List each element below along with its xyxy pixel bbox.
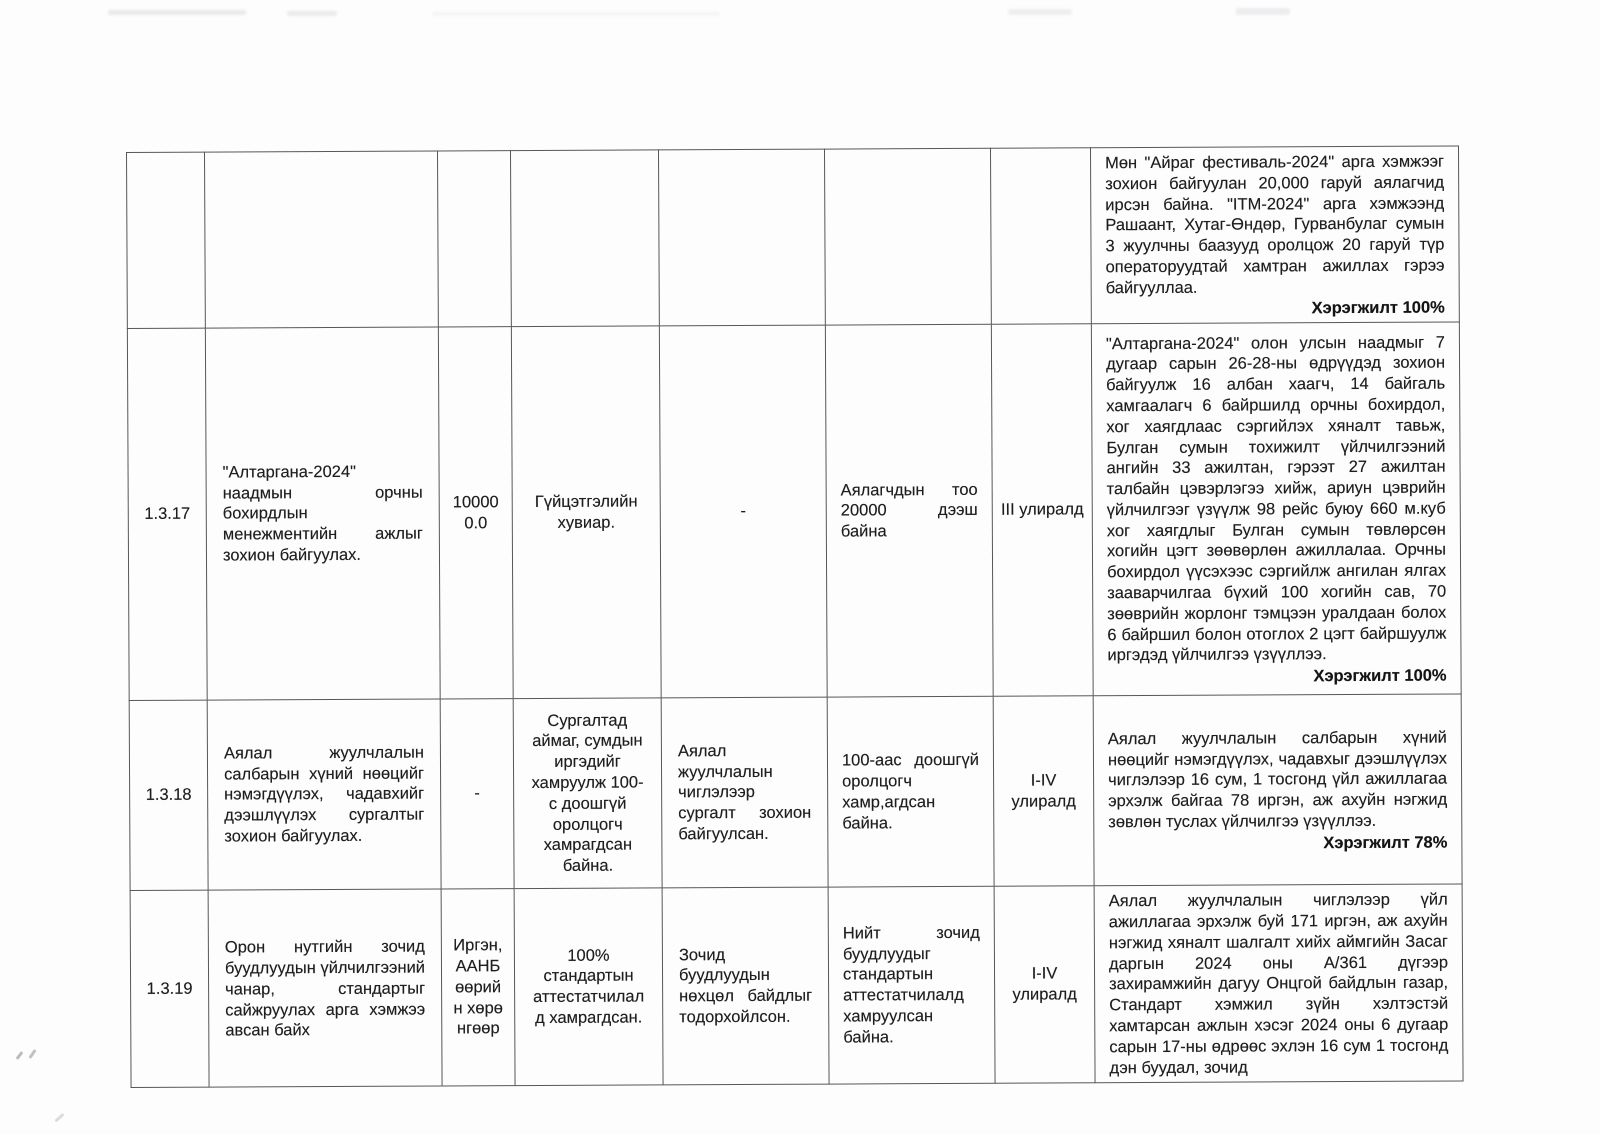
- report-table: [126, 145, 1464, 1088]
- cell-target: Нийт зочид буудлуудыг стандартын аттестатчилалд хамруулсан байна.: [828, 887, 995, 1085]
- cell-budget: -: [440, 699, 514, 889]
- result-text: "Алтаргана-2024" олон улсын наадмыг 7 дугаар сарын 26-28-ны өдрүүдэд зохион байгуулж 16 албан хаагч, 14 байгаль хамгаалагч 6 байршилд орчны бохирдол, хог хаягдлаас сэргийлэх хяналт тавьж, Булган сумын тохижилт үйлчилгээний ангийн 33 ажилтан, гэрээт 27 ажилтан талбайн цэвэрлэгээ хийж, ариун цэврийн үйлчилгээг үзүүлж 98 рейс буюу 660 м.куб хог хаягдлыг Булган сумын төвлөрсөн хогийн цэгт зөөвөрлөн ажиллалаа. Орчны бохирдол үүсэхээс сэргийлж ангилан ялгах зааварчилгаа бүхий 100 хогийн сав, 70 зөөврийн жорлонг тэмцээн уралдаан болох 6 байршил болон отоглох 2 цэгт байршуулж иргэдэд үйлчилгээ үзүүллээ.: [1105, 333, 1447, 665]
- scan-smudge: [1008, 9, 1072, 15]
- table-row-continuation: [127, 146, 1460, 329]
- result-status-badge: Хэрэгжилт 100%: [1313, 666, 1447, 686]
- cell-quarter: I-IV улиралд: [993, 696, 1094, 886]
- result-text: Аялал жуулчлалын салбарын хүний нөөцийг нэмэгдүүлэх, чадавхыг дээшлүүлэх чиглэлээр 16 сум, 1 тосгонд үйл ажиллагаа эрхэлж байгаа 78 иргэн, аж ахуйн нэгжид зөвлөн туслах үйлчилгээ үзүүллээ.: [1107, 728, 1448, 832]
- cell-id: 1.3.17: [127, 328, 207, 700]
- cell-budget: 100000.0: [438, 327, 513, 699]
- cell-activity: "Алтаргана-2024" наадмын орчны бохирдлын менежментийн ажлыг зохион байгуулах.: [205, 327, 440, 700]
- pen-mark: [54, 1113, 64, 1122]
- result-status-badge: Хэрэгжилт 100%: [1311, 299, 1445, 318]
- cell-activity: Аялал жуулчлалын салбарын хүний нөөцийг нэмэгдүүлэх, чадавхийг дээшлүүлэх сургалтыг зохион байгуулах.: [207, 699, 441, 890]
- cell-indicator: 100% стандартын аттестатчилалд хамрагдсан.: [514, 888, 663, 1086]
- pen-mark: [28, 1049, 36, 1059]
- cell-quarter: III улиралд: [991, 324, 1093, 696]
- pen-mark: [16, 1051, 24, 1060]
- cell-indicator: Гүйцэтгэлийн хувиар.: [511, 326, 661, 699]
- scan-smudge: [432, 12, 720, 16]
- cell-criteria: -: [659, 325, 827, 698]
- cell-result: [1091, 322, 1461, 696]
- cell-activity: Орон нутгийн зочид буудлуудын үйлчилгээний чанар, стандартыг сайжруулах арга хэмжээ авсан байх: [208, 889, 442, 1087]
- cell-activity: [205, 151, 439, 328]
- cell-indicator: Сургалтад аймаг, сумдын иргэдийг хамруулж 100-с доошгүй оролцогч хамрагдсан байна.: [513, 698, 662, 889]
- result-status-badge: Хэрэгжилт 78%: [1323, 833, 1448, 852]
- result-text: Аялал жуулчлалын чиглэлээр үйл ажиллагаа эрхэлж буй 171 иргэн, аж ахуйн нэгжид хяналт шалгалт хийх аймгийн Засаг даргын 2024 оны А/361 дүгээр захирамжийн дагуу Онцгой байдлын газар, Стандарт хэмжил зүйн хэлтэстэй хамтарсан ажлын хэсэг 2024 оны 6 дугаар сарын 17-ны өдрөөс эхлэн 16 сум 1 тосгонд дэн буудал, зочид: [1108, 890, 1449, 1077]
- cell-result: [1090, 146, 1459, 324]
- cell-id: 1.3.19: [130, 890, 209, 1087]
- cell-target: 100-аас доошгүй оролцогч хамр,агдсан байна.: [827, 697, 994, 888]
- result-text: Мөн "Айраг фестиваль-2024" арга хэмжээг зохион байгуулан 20,000 гаруй аялагчид ирсэн байна. "ITM-2024" арга хэмжээнд Рашаант, Хутаг-Өндөр, Гурванбулаг сумын 3 жуулчны баазууд оролцож 20 гаруй түр операторуудтай хамтран ажиллах гэрээ байгууллаа.: [1105, 152, 1445, 297]
- table-row-1-3-18: [129, 694, 1462, 891]
- cell-budget: [437, 151, 511, 328]
- cell-quarter: [990, 148, 1091, 325]
- cell-criteria: [658, 149, 825, 326]
- cell-id: [127, 152, 206, 329]
- cell-target: Аялагчдын тоо 20000 дээш байна: [825, 325, 993, 698]
- cell-quarter: I-IV улиралд: [994, 886, 1095, 1084]
- cell-indicator: [510, 150, 659, 327]
- cell-id: 1.3.18: [129, 700, 208, 890]
- cell-criteria: Аялал жуулчлалын чиглэлээр сургалт зохион байгуулсан.: [661, 697, 828, 888]
- cell-target: [824, 148, 991, 325]
- scan-smudge: [1236, 8, 1290, 15]
- scan-smudge: [108, 10, 246, 15]
- scan-smudge: [287, 11, 337, 16]
- cell-result: [1093, 694, 1462, 886]
- table-row-1-3-17: [127, 322, 1461, 701]
- cell-criteria: Зочид буудлуудын нөхцөл байдлыг тодорхойлсон.: [662, 887, 829, 1085]
- cell-budget: Иргэн, ААНБ өөрийн хөрөнгөөр: [441, 889, 515, 1086]
- table-row-1-3-19: [130, 884, 1463, 1088]
- cell-result: [1094, 884, 1463, 1083]
